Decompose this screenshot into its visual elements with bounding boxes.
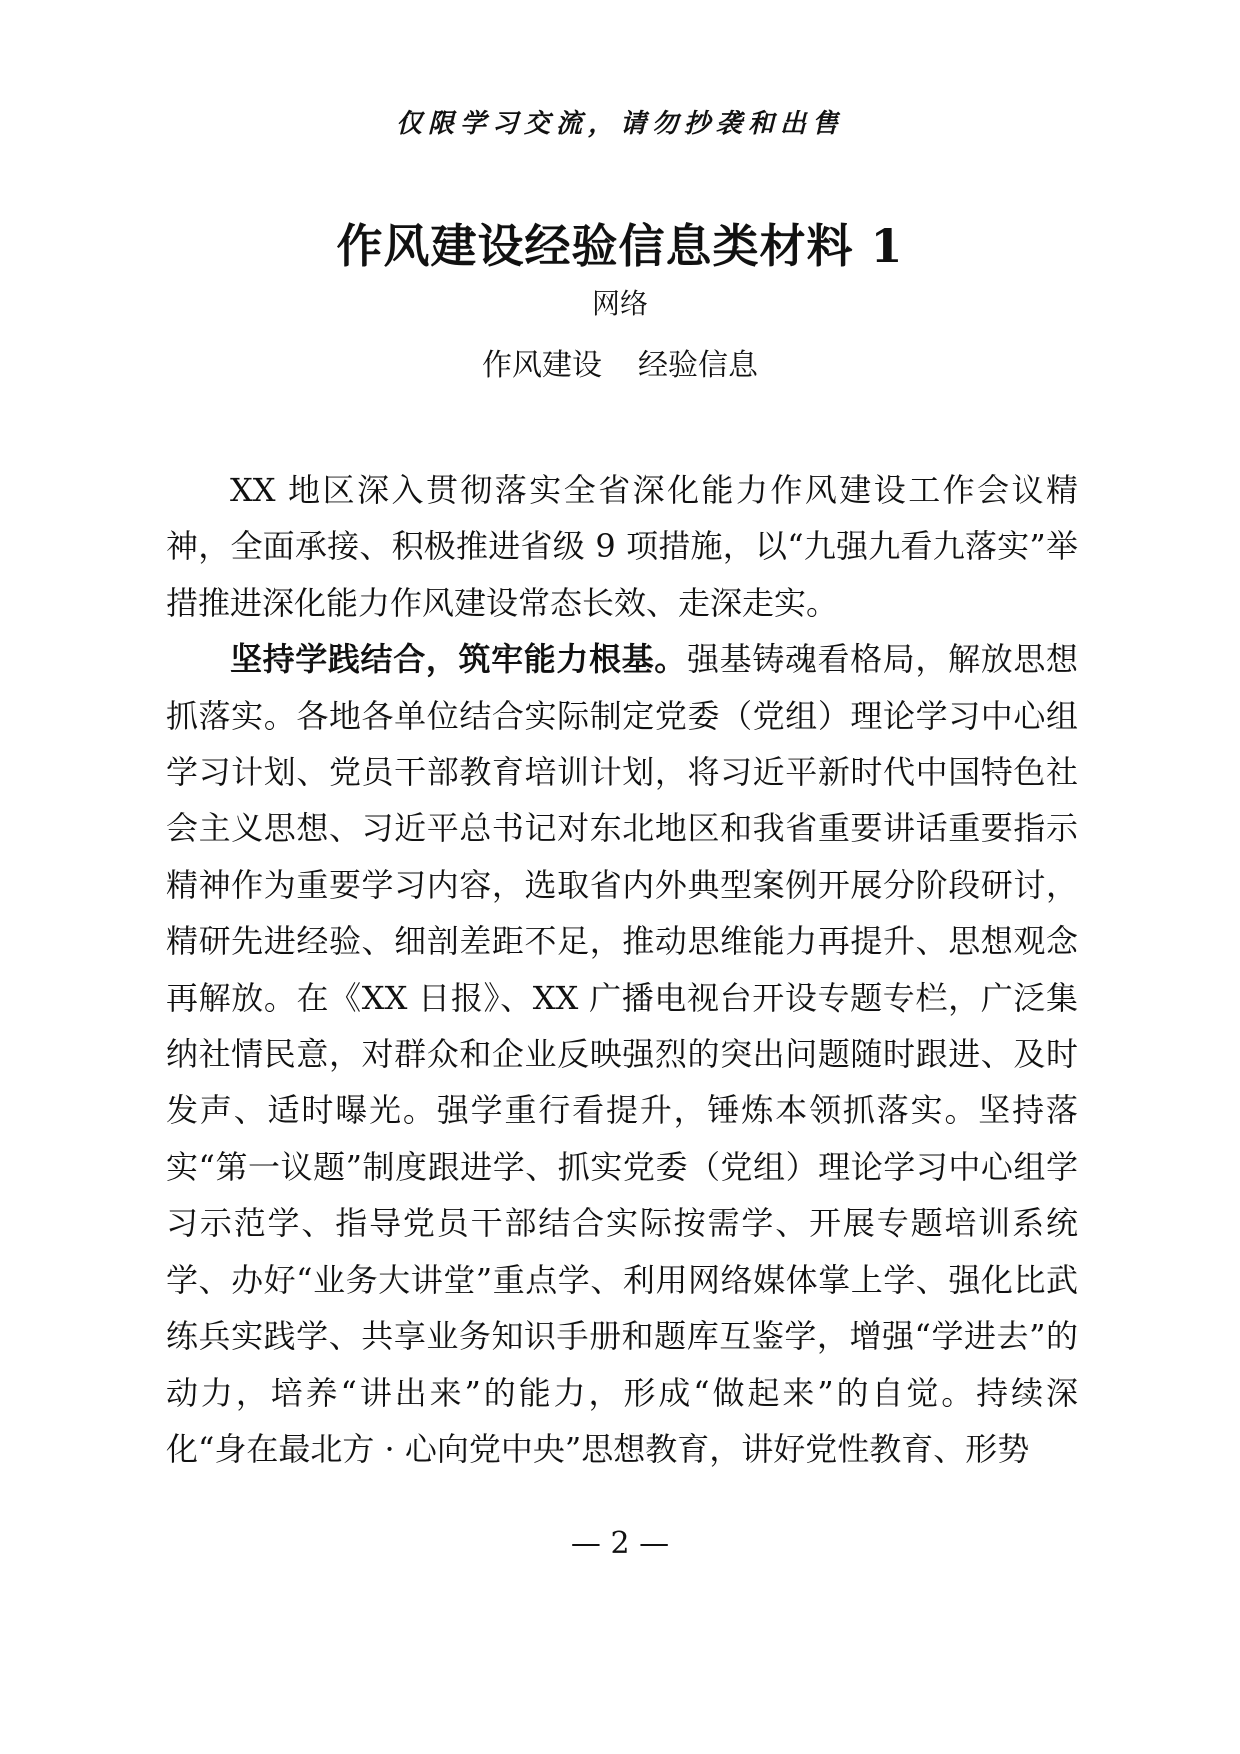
document-keywords xyxy=(0,344,1240,388)
paragraph xyxy=(166,631,1078,1477)
document-body xyxy=(166,462,1078,1477)
paragraph: XX 地区深入贯彻落实全省深化能力作风建设工作会议精神，全面承接、积极推进省级 9 项措施，以“九强九看九落实”举措推进深化能力作风建设常态长效、走深走实。 xyxy=(166,471,1078,622)
usage-notice: 仅限学习交流，请勿抄袭和出售 xyxy=(395,109,844,139)
paragraph-lead: 坚持学践结合，筑牢能力根基。 xyxy=(230,640,687,679)
document-source: 网络 xyxy=(591,287,648,320)
keyword: 作风建设 xyxy=(482,348,602,383)
keyword: 经验信息 xyxy=(638,348,758,383)
document-title: 作风建设经验信息类材料 1 xyxy=(336,219,904,273)
page-number: — 2 — xyxy=(570,1526,670,1561)
paragraph-text: 强基铸魂看格局，解放思想抓落实。各地各单位结合实际制定党委（党组）理论学习中心组学习计划、党员干部教育培训计划，将习近平新时代中国特色社会主义思想、习近平总书记对东北地区和我省重要讲话重要指示精神作为重要学习内容，选取省内外典型案例开展分阶段研讨，精研先进经验、细剖差距不足，推动思维能力再提升、思想观念再解放。在《XX 日报》、XX 广播电视台开设专题专栏，广泛集纳社情民意，对群众和企业反映强烈的突出问题随时跟进、及时发声、适时曝光。强学重行看提升，锤炼本领抓落实。坚持落实“第一议题”制度跟进学、抓实党委（党组）理论学习中心组学习示范学、指导党员干部结合实际按需学、开展专题培训系统学、办好“业务大讲堂”重点学、利用网络媒体掌上学、强化比武练兵实践学、共享业务知识手册和题库互鉴学，增强“学进去”的动力，培养“讲出来”的能力，形成“做起来”的自觉。持续深化“身在最北方 · 心向党中央”思想教育，讲好党性教育、形势 xyxy=(166,640,1078,1468)
